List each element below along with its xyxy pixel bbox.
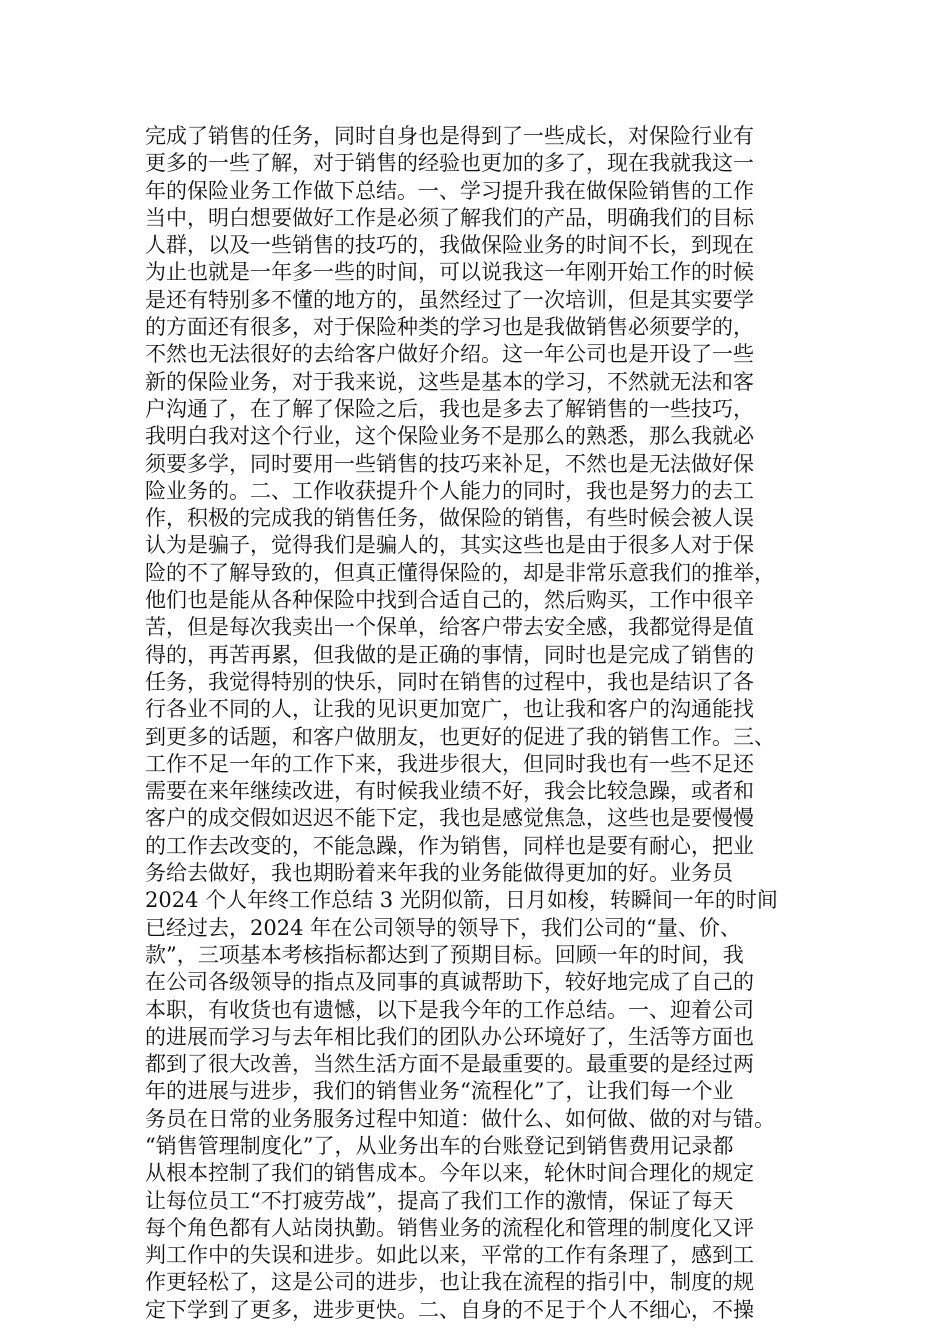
text-line: 款”，三项基本考核指标都达到了预期目标。回顾一年的时间，我 — [145, 942, 744, 967]
text-line: 让每位员工“不打疲劳战”，提高了我们工作的激情，保证了每天 — [145, 1188, 734, 1213]
text-line: 的工作去改变的，不能急躁，作为销售，同样也是要有耐心，把业 — [145, 833, 754, 858]
text-line: 需要在来年继续改进，有时候我业绩不好，我会比较急躁，或者和 — [145, 779, 754, 804]
text-line: 从根本控制了我们的销售成本。今年以来，轮休时间合理化的规定 — [145, 1161, 754, 1186]
text-line: 工作不足一年的工作下来，我进步很大，但同时我也有一些不足还 — [145, 751, 754, 776]
text-line: 定下学到了更多，进步更快。二、自身的不足于个人不细心，不操 — [145, 1297, 754, 1322]
text-line: 已经过去，2024 年在公司领导的领导下，我们公司的“量、价、 — [145, 915, 741, 940]
text-line: 得的，再苦再累，但我做的是正确的事情，同时也是完成了销售的 — [145, 642, 754, 667]
text-line: 年的保险业务工作做下总结。一、学习提升我在做保险销售的工作 — [145, 178, 754, 203]
text-line: 作更轻松了，这是公司的进步，也让我在流程的指引中，制度的规 — [145, 1270, 754, 1295]
text-line: 都到了很大改善，当然生活方面不是最重要的。最重要的是经过两 — [145, 1052, 754, 1077]
text-line: 更多的一些了解，对于销售的经验也更加的多了，现在我就我这一 — [145, 151, 754, 176]
text-line: 在公司各级领导的指点及同事的真诚帮助下，较好地完成了自己的 — [145, 970, 754, 995]
text-line: 本职，有收货也有遗憾，以下是我今年的工作总结。一、迎着公司 — [145, 997, 754, 1022]
text-line: “销售管理制度化”了，从业务出车的台账登记到销售费用记录都 — [145, 1133, 734, 1158]
text-line: 客户的成交假如迟迟不能下定，我也是感觉焦急，这些也是要慢慢 — [145, 806, 754, 831]
text-line: 完成了销售的任务，同时自身也是得到了一些成长，对保险行业有 — [145, 124, 754, 148]
text-line: 务给去做好，我也期盼着来年我的业务能做得更加的好。业务员 — [145, 861, 733, 886]
text-line: 到更多的话题，和客户做朋友，也更好的促进了我的销售工作。三、 — [145, 724, 775, 749]
text-line: 人群，以及一些销售的技巧的，我做保险业务的时间不长，到现在 — [145, 233, 754, 258]
text-line: 须要多学，同时要用一些销售的技巧来补足，不然也是无法做好保 — [145, 451, 754, 476]
text-line: 每个角色都有人站岗执勤。销售业务的流程化和管理的制度化又评 — [145, 1215, 754, 1240]
text-line: 2024 个人年终工作总结 3 光阴似箭，日月如梭，转瞬间一年的时间 — [145, 888, 778, 913]
text-line: 苦，但是每次我卖出一个保单，给客户带去安全感，我都觉得是值 — [145, 615, 754, 640]
text-line: 作，积极的完成我的销售任务，做保险的销售，有些时候会被人误 — [145, 506, 754, 531]
text-line: 认为是骗子，觉得我们是骗人的，其实这些也是由于很多人对于保 — [145, 533, 754, 558]
text-line: 不然也无法很好的去给客户做好介绍。这一年公司也是开设了一些 — [145, 342, 754, 367]
text-line: 险的不了解导致的，但真正懂得保险的，却是非常乐意我们的推举， — [145, 560, 775, 585]
text-line: 任务，我觉得特别的快乐，同时在销售的过程中，我也是结识了各 — [145, 669, 754, 694]
text-line: 是还有特别多不懂的地方的，虽然经过了一次培训，但是其实要学 — [145, 287, 754, 312]
text-line: 行各业不同的人，让我的见识更加宽广，也让我和客户的沟通能找 — [145, 697, 754, 722]
body-text — [145, 123, 815, 1324]
text-line: 当中，明白想要做好工作是必须了解我们的产品，明确我们的目标 — [145, 205, 754, 230]
text-line: 的方面还有很多，对于保险种类的学习也是我做销售必须要学的， — [145, 315, 754, 340]
text-line: 为止也就是一年多一些的时间，可以说我这一年刚开始工作的时候 — [145, 260, 754, 285]
text-line: 的进展而学习与去年相比我们的团队办公环境好了，生活等方面也 — [145, 1024, 754, 1049]
text-line: 年的进展与进步，我们的销售业务“流程化”了，让我们每一个业 — [145, 1079, 734, 1104]
text-line: 新的保险业务，对于我来说，这些是基本的学习，不然就无法和客 — [145, 369, 754, 394]
text-line: 判工作中的失误和进步。如此以来，平常的工作有条理了，感到工 — [145, 1243, 754, 1268]
text-line: 户沟通了，在了解了保险之后，我也是多去了解销售的一些技巧， — [145, 396, 754, 421]
text-line: 务员在日常的业务服务过程中知道：做什么、如何做、做的对与错。 — [145, 1106, 775, 1131]
text-line: 他们也是能从各种保险中找到合适自己的，然后购买，工作中很辛 — [145, 588, 754, 613]
text-line: 险业务的。二、工作收获提升个人能力的同时，我也是努力的去工 — [145, 478, 754, 503]
text-line: 我明白我对这个行业，这个保险业务不是那么的熟悉，那么我就必 — [145, 424, 754, 449]
